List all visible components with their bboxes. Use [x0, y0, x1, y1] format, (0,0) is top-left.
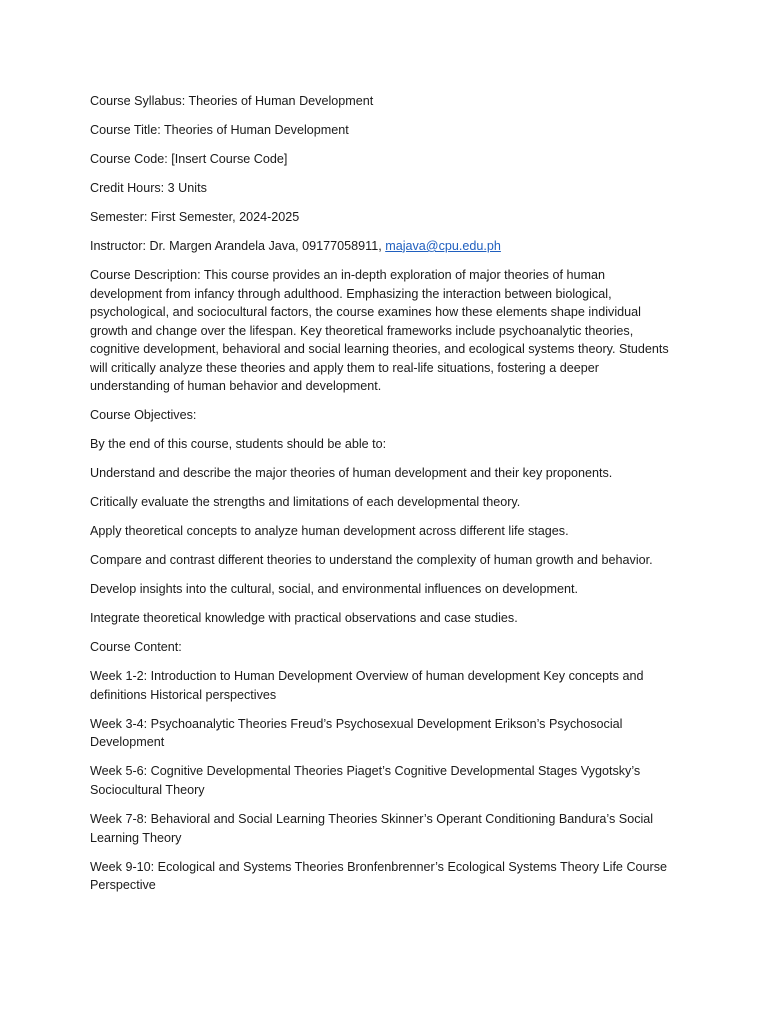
objective-item: Develop insights into the cultural, social, and environmental influences on development.	[90, 582, 578, 597]
document-page	[90, 92, 680, 905]
course-description: Course Description: This course provides an in-depth exploration of major theories of human development from infancy through adulthood. Emphasizing the interaction between biological, psychological, and sociocultural factors, the course examines how these elements shape individual growth and change over the lifespan. Key theoretical frameworks include psychoanalytic theories, cognitive development, behavioral and social learning theories, and ecological systems theory. Students will critically analyze these theories and apply them to real-life situations, fostering a deeper understanding of human behavior and development.	[90, 267, 669, 394]
syllabus-title: Course Syllabus: Theories of Human Development	[90, 94, 374, 108]
week-item: Week 5-6: Cognitive Developmental Theories Piaget’s Cognitive Developmental Stages Vygotsky’s Sociocultural Theory	[90, 764, 641, 798]
content-heading: Course Content:	[90, 640, 182, 655]
objective-item: Critically evaluate the strengths and limitations of each developmental theory.	[90, 495, 521, 510]
week-item: Week 7-8: Behavioral and Social Learning Theories Skinner’s Operant Conditioning Bandura’s Social Learning Theory	[90, 812, 654, 845]
objective-item: Understand and describe the major theories of human development and their key proponents.	[90, 466, 613, 481]
credit-hours: Credit Hours: 3 Units	[90, 180, 207, 195]
course-code: Course Code: [Insert Course Code]	[90, 151, 288, 166]
course-title: Course Title: Theories of Human Development	[90, 122, 349, 137]
objective-item: Integrate theoretical knowledge with practical observations and case studies.	[90, 611, 518, 626]
semester: Semester: First Semester, 2024-2025	[90, 209, 300, 224]
week-item: Week 3-4: Psychoanalytic Theories Freud’s Psychosexual Development Erikson’s Psychosocial Development	[90, 716, 623, 750]
instructor-line	[90, 237, 680, 256]
instructor-email-link[interactable]: majava@cpu.edu.ph	[385, 238, 501, 253]
objectives-heading: Course Objectives:	[90, 408, 197, 423]
objective-item: Compare and contrast different theories to understand the complexity of human growth and behavior.	[90, 553, 653, 568]
objectives-intro: By the end of this course, students should be able to:	[90, 437, 387, 452]
week-item: Week 1-2: Introduction to Human Development Overview of human development Key concepts and definitions Historical perspectives	[90, 669, 644, 702]
week-item: Week 9-10: Ecological and Systems Theories Bronfenbrenner’s Ecological Systems Theory Life Course Perspective	[90, 859, 668, 893]
instructor-info: Instructor: Dr. Margen Arandela Java, 09177058911,	[90, 238, 386, 253]
objective-item: Apply theoretical concepts to analyze human development across different life stages.	[90, 524, 569, 539]
